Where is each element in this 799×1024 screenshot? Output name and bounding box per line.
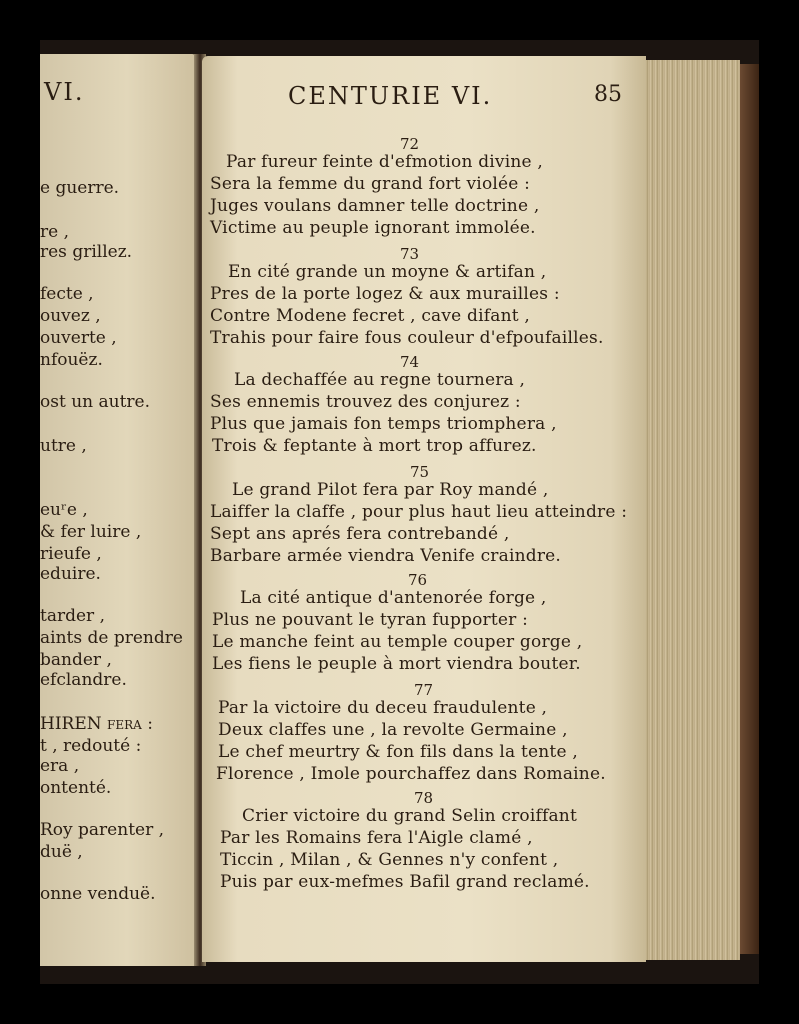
page-number: 85: [594, 82, 622, 107]
quatrain-number: 78: [414, 789, 434, 807]
left-line: bander ,: [40, 650, 112, 670]
left-line: res grillez.: [40, 242, 133, 262]
verse-line: Le grand Pilot fera par Roy mandé ,: [232, 480, 549, 500]
verse-line: Laiffer la claffe , pour plus haut lieu atteindre :: [210, 502, 628, 522]
left-line: ouverte ,: [40, 328, 117, 348]
quatrain-number: 73: [400, 245, 420, 263]
verse-line: Les fiens le peuple à mort viendra bouter.: [212, 654, 581, 674]
left-line: euʳe ,: [40, 500, 88, 520]
verse-line: Pres de la porte logez & aux murailles :: [210, 284, 560, 304]
left-line: HIREN fera :: [40, 714, 153, 734]
verse-line: Trois & feptante à mort trop affurez.: [212, 436, 537, 456]
left-line: fecte ,: [40, 284, 94, 304]
verse-line: La dechaffée au regne tournera ,: [234, 370, 526, 390]
verse-line: Par fureur feinte d'efmotion divine ,: [226, 152, 543, 172]
left-line: nfouëz.: [40, 350, 103, 370]
verse-line: En cité grande un moyne & artifan ,: [228, 262, 547, 282]
left-line: onne venduë.: [40, 884, 156, 904]
left-line: tarder ,: [40, 606, 105, 626]
verse-line: Plus que jamais fon temps triomphera ,: [210, 414, 557, 434]
quatrain-number: 72: [400, 135, 420, 153]
left-line: utre ,: [40, 436, 87, 456]
left-line: t , redouté :: [40, 736, 142, 756]
verse-line: Plus ne pouvant le tyran fupporter :: [212, 610, 529, 630]
left-line: re ,: [40, 222, 69, 242]
quatrain-number: 77: [414, 681, 434, 699]
left-line: ontenté.: [40, 778, 112, 798]
left-line: e guerre.: [40, 178, 120, 198]
verse-line: Le manche feint au temple couper gorge ,: [212, 632, 583, 652]
left-line: Roy parenter ,: [40, 820, 165, 840]
left-line: rieufe ,: [40, 544, 102, 564]
verse-line: Sept ans aprés fera contrebandé ,: [210, 524, 510, 544]
quatrain-number: 76: [408, 571, 428, 589]
quatrain-number: 75: [410, 463, 430, 481]
left-line: aints de prendre: [40, 628, 183, 648]
verse-line: Deux claffes une , la revolte Germaine ,: [218, 720, 568, 740]
verse-line: Juges voulans damner telle doctrine ,: [210, 196, 540, 216]
page-fore-edge: [644, 60, 740, 960]
verse-line: Le chef meurtry & fon fils dans la tente ,: [218, 742, 578, 762]
verse-line: Puis par eux-mefmes Bafil grand reclamé.: [220, 872, 590, 892]
verse-line: Victime au peuple ignorant immolée.: [210, 218, 536, 238]
left-line: & fer luire ,: [40, 522, 142, 542]
verse-line: Crier victoire du grand Selin croiffant: [242, 806, 577, 826]
verse-line: Trahis pour faire fous couleur d'efpoufailles.: [210, 328, 604, 348]
left-page-header: VI.: [44, 78, 85, 106]
left-line: ost un autre.: [40, 392, 151, 412]
left-line: duë ,: [40, 842, 83, 862]
left-line: efclandre.: [40, 670, 127, 690]
verse-line: Contre Modene fecret , cave difant ,: [210, 306, 530, 326]
page-header: CENTURIE VI.: [288, 82, 493, 110]
verse-line: Ses ennemis trouvez des conjurez :: [210, 392, 521, 412]
verse-line: Sera la femme du grand fort violée :: [210, 174, 531, 194]
right-page: [202, 56, 646, 962]
quatrain-number: 74: [400, 353, 420, 371]
verse-line: Par la victoire du deceu fraudulente ,: [218, 698, 548, 718]
left-page: [40, 54, 198, 966]
verse-line: Florence , Imole pourchaffez dans Romaine.: [216, 764, 606, 784]
verse-line: Ticcin , Milan , & Gennes n'y confent ,: [220, 850, 559, 870]
left-line: eduire.: [40, 564, 101, 584]
verse-line: La cité antique d'antenorée forge ,: [240, 588, 547, 608]
left-line: era ,: [40, 756, 80, 776]
book-photo: [40, 40, 759, 984]
verse-line: Par les Romains fera l'Aigle clamé ,: [220, 828, 533, 848]
verse-line: Barbare armée viendra Venife craindre.: [210, 546, 562, 566]
left-line: ouvez ,: [40, 306, 101, 326]
book-cover-edge: [740, 64, 759, 954]
